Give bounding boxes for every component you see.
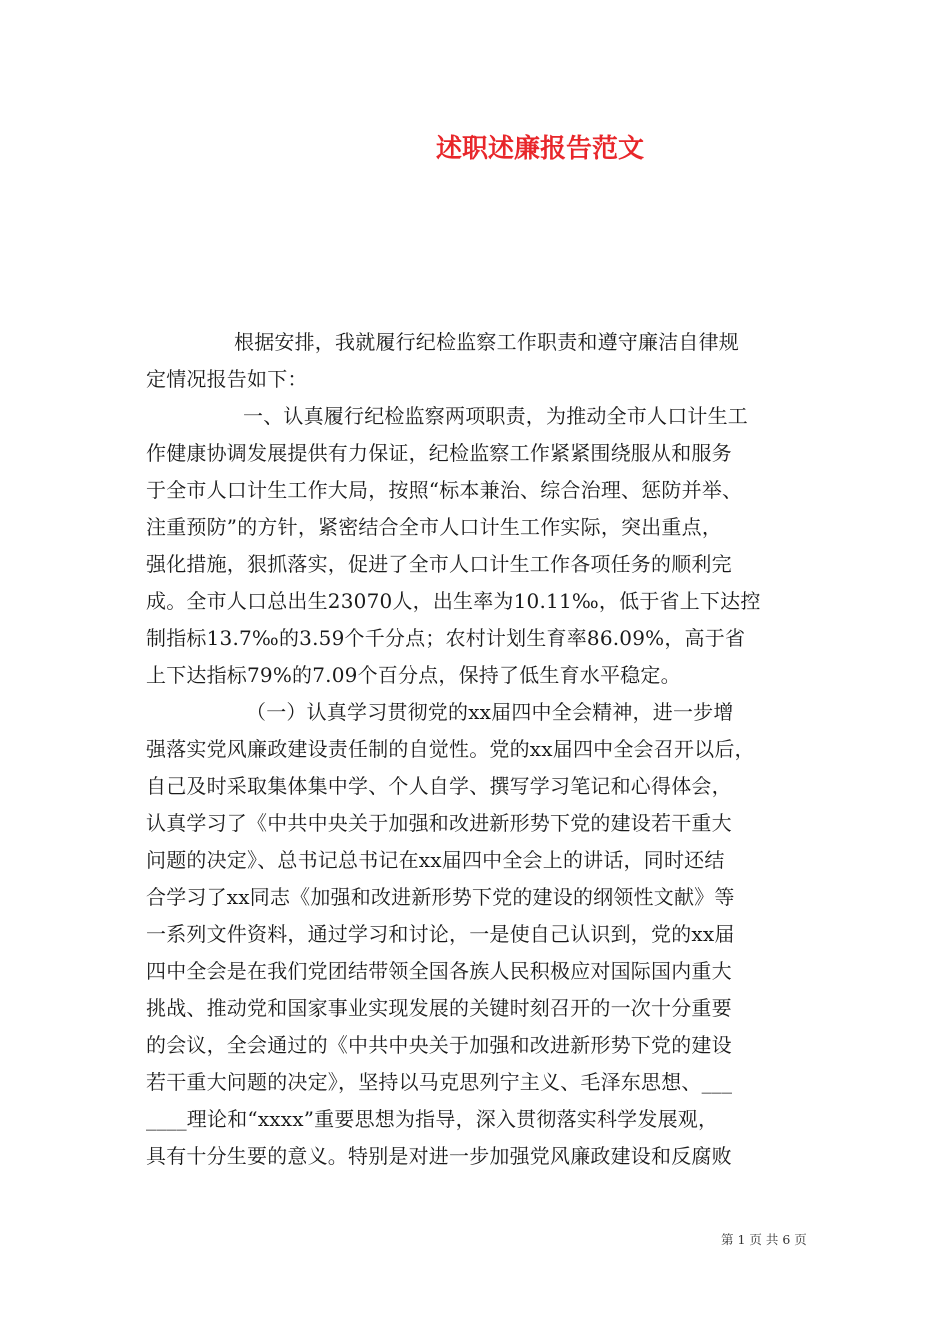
body-line-7: 强化措施，狠抓落实，促进了全市人口计生工作各项任务的顺利完 — [146, 552, 732, 576]
body-line-15: 问题的决定》、总书记总书记在xx届四中全会上的讲话，同时还结 — [146, 848, 725, 872]
body-line-22: ____理论和“xxxx”重要思想为指导，深入贯彻落实科学发展观， — [146, 1107, 719, 1131]
document-title: 述职述廉报告范文 — [435, 134, 644, 164]
body-line-19: 挑战、推动党和国家事业实现发展的关键时刻召开的一次十分重要 — [146, 996, 732, 1020]
body-line-11: （一）认真学习贯彻党的xx届四中全会精神，进一步增 — [246, 700, 734, 724]
body-line-18: 四中全会是在我们党团结带领全国各族人民积极应对国际国内重大 — [146, 959, 732, 983]
body-line-10: 上下达指标79%的7.09个百分点，保持了低生育水平稳定。 — [146, 663, 681, 687]
body-line-1: 根据安排，我就履行纪检监察工作职责和遵守廉洁自律规 — [234, 330, 739, 354]
body-line-16: 合学习了xx同志《加强和改进新形势下党的建设的纲领性文献》等 — [146, 885, 735, 909]
body-line-9: 制指标13.7‰的3.59个千分点；农村计划生育率86.09%，高于省 — [146, 626, 746, 650]
body-line-2: 定情况报告如下： — [146, 367, 308, 391]
body-line-5: 于全市人口计生工作大局，按照“标本兼治、综合治理、惩防并举、 — [146, 478, 743, 502]
body-line-12: 强落实党风廉政建设责任制的自觉性。党的xx届四中全会召开以后， — [146, 737, 755, 761]
body-line-3: 一、认真履行纪检监察两项职责，为推动全市人口计生工 — [243, 404, 748, 428]
body-line-17: 一系列文件资料，通过学习和讨论，一是使自己认识到，党的xx届 — [146, 922, 735, 946]
body-line-21: 若干重大问题的决定》，坚持以马克思列宁主义、毛泽东思想、___ — [146, 1070, 733, 1094]
page-indicator: 第 1 页 共 6 页 — [721, 1232, 807, 1247]
body-line-20: 的会议，全会通过的《中共中央关于加强和改进新形势下党的建设 — [146, 1033, 732, 1057]
body-line-13: 自己及时采取集体集中学、个人自学、撰写学习笔记和心得体会， — [146, 774, 732, 798]
body-line-23: 具有十分生要的意义。特别是对进一步加强党风廉政建设和反腐败 — [146, 1144, 732, 1168]
body-line-4: 作健康协调发展提供有力保证，纪检监察工作紧紧围绕服从和服务 — [146, 441, 732, 465]
body-line-14: 认真学习了《中共中央关于加强和改进新形势下党的建设若干重大 — [146, 811, 732, 835]
body-line-8: 成。全市人口总出生23070人，出生率为10.11‰，低于省上下达控 — [146, 589, 761, 613]
body-line-6: 注重预防”的方针，紧密结合全市人口计生工作实际，突出重点， — [146, 515, 723, 539]
